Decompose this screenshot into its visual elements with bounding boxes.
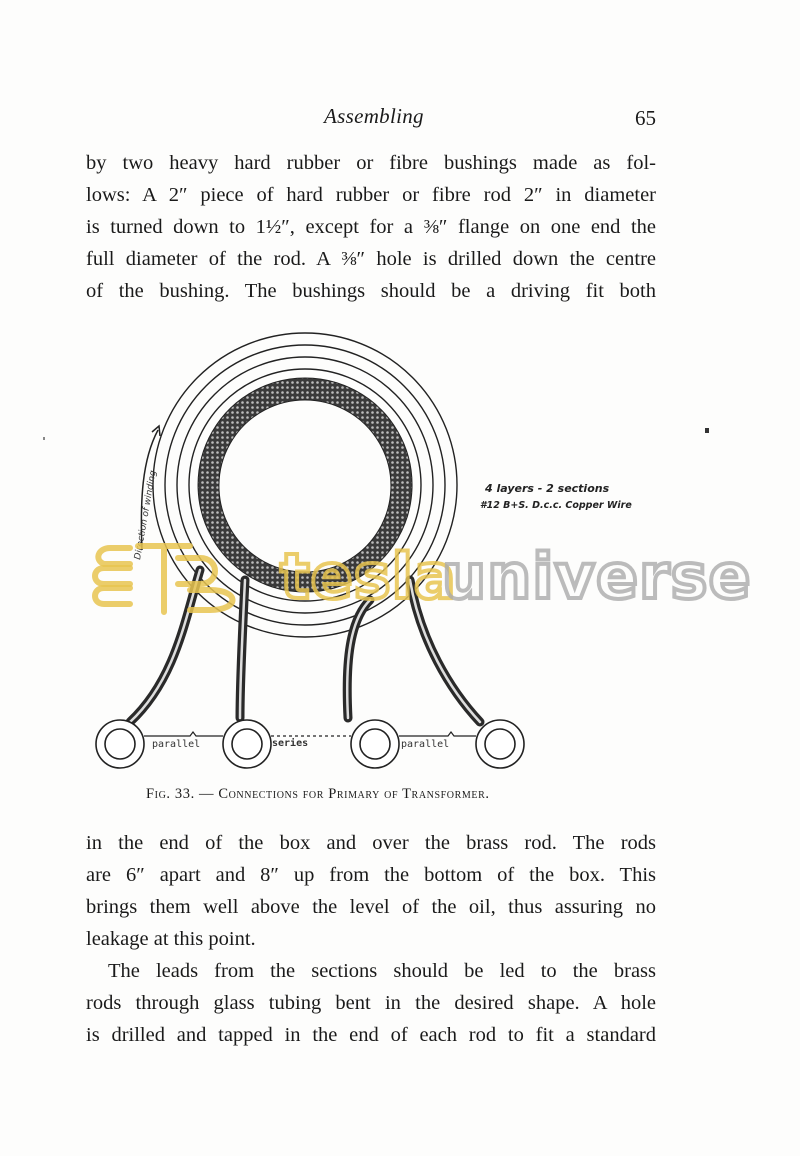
parallel-link-2 xyxy=(399,732,476,736)
winding-annulus xyxy=(198,378,412,592)
label-parallel-2: parallel xyxy=(401,739,450,750)
scan-speck xyxy=(43,437,45,440)
figure-caption: Fig. 33. — Connections for Primary of Transformer. xyxy=(146,786,490,802)
page-number: 65 xyxy=(635,106,656,130)
scan-speck xyxy=(705,428,709,433)
watermark-universe: universe xyxy=(442,540,752,613)
transformer-primary-diagram xyxy=(80,320,720,780)
text-line: in the end of the box and over the brass rod. The rods xyxy=(86,832,656,854)
text-line: is turned down to 1½″, except for a ⅜″ flange on one end the xyxy=(86,216,656,238)
text-line: rods through glass tubing bent in the desired shape. A hole xyxy=(86,992,656,1014)
running-title: Assembling xyxy=(324,104,424,128)
text-line: by two heavy hard rubber or fibre bushings made as fol- xyxy=(86,152,656,174)
text-line: brings them well above the level of the oil, thus assuring no xyxy=(86,896,656,918)
text-line: leakage at this point. xyxy=(86,928,256,950)
text-line: The leads from the sections should be led to the brass xyxy=(108,960,656,982)
text-line: lows: A 2″ piece of hard rubber or fibre rod 2″ in diameter xyxy=(86,184,656,206)
text-line: are 6″ apart and 8″ up from the bottom of the box. This xyxy=(86,864,656,886)
leads xyxy=(130,570,480,722)
direction-label: Direction of winding xyxy=(133,469,159,561)
parallel-link-1 xyxy=(144,732,223,736)
paragraph-3 xyxy=(86,955,656,1051)
text-line: full diameter of the rod. A ⅜″ hole is drilled down the centre xyxy=(86,248,656,270)
text-line: of the bushing. The bushings should be a driving fit both xyxy=(86,280,656,302)
label-series: series xyxy=(272,738,309,749)
annotation-layers: 4 layers - 2 sections xyxy=(485,482,610,495)
figure-33 xyxy=(80,320,720,780)
annotation-wire: #12 B+S. D.c.c. Copper Wire xyxy=(480,500,632,511)
text-line: is drilled and tapped in the end of each rod to fit a standard xyxy=(86,1024,656,1046)
watermark-tesla: tesla xyxy=(280,540,457,613)
running-head xyxy=(86,104,656,134)
paragraph-1 xyxy=(86,147,656,307)
label-parallel-1: parallel xyxy=(152,739,201,750)
paragraph-2 xyxy=(86,827,656,955)
